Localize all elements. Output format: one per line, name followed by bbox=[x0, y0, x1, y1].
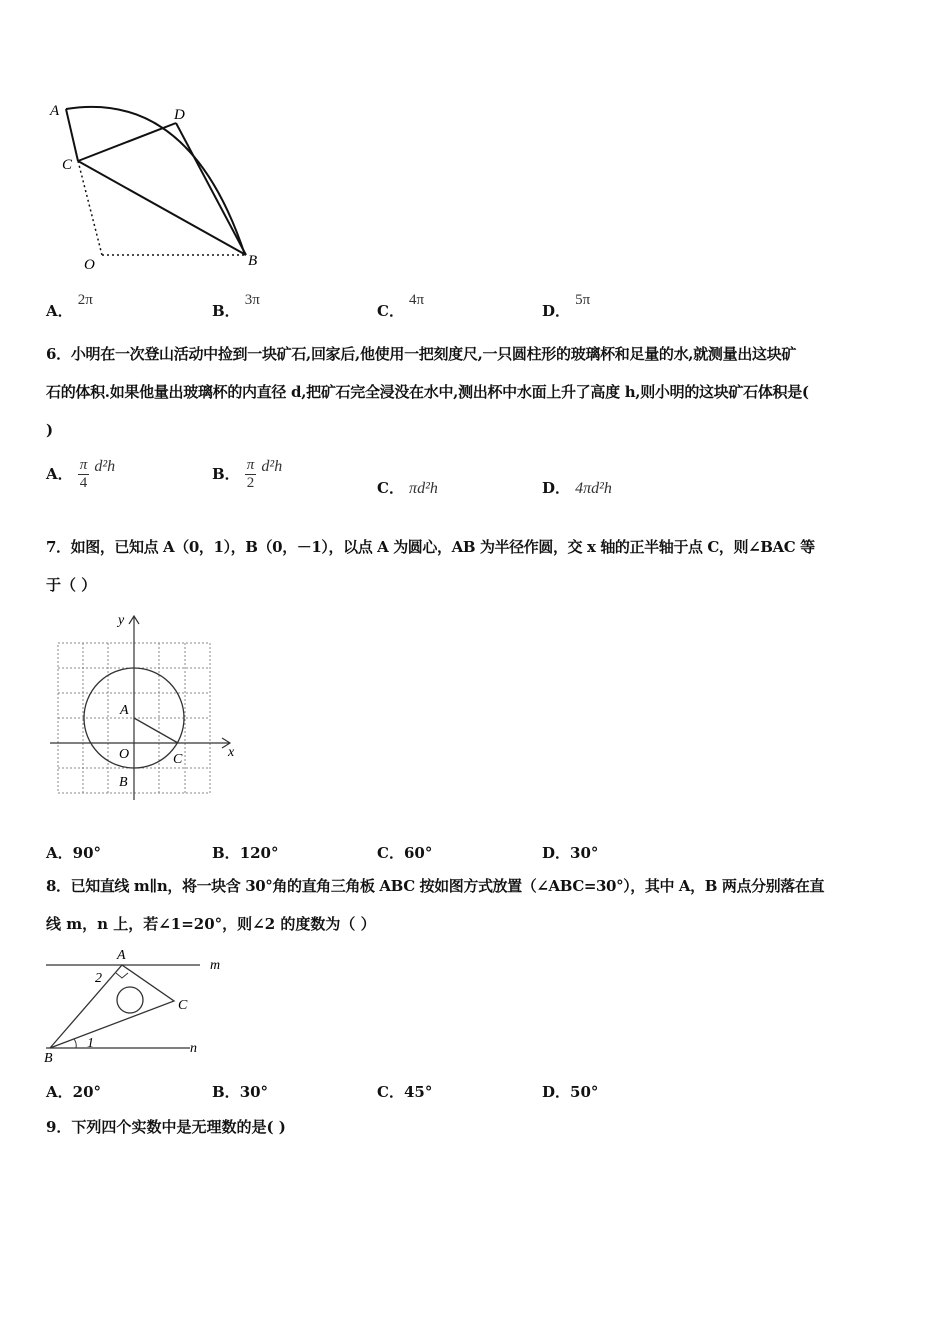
q5-segment-AC bbox=[66, 109, 78, 161]
q8-triangle-hole bbox=[117, 987, 143, 1013]
q5-label-C: C bbox=[62, 157, 73, 173]
q5-option-c[interactable] bbox=[377, 288, 425, 320]
q8-stem-line2: 线 m，n 上，若∠1=20°，则∠2 的度数为（ ） bbox=[46, 915, 376, 933]
q6-option-a[interactable] bbox=[46, 457, 115, 492]
fraction-numerator: π bbox=[79, 457, 88, 473]
option-value: 3π bbox=[244, 292, 260, 308]
q8-angle1-arc bbox=[74, 1039, 76, 1048]
option-letter: A． bbox=[46, 302, 73, 320]
option-value: d²h bbox=[261, 458, 283, 475]
q8-label-m: m bbox=[210, 958, 221, 973]
option-letter: C． bbox=[377, 844, 404, 862]
q7-option-c[interactable] bbox=[377, 842, 432, 863]
option-value: 4π bbox=[409, 292, 425, 308]
option-letter: D． bbox=[542, 479, 571, 497]
q8-label-A: A bbox=[117, 948, 126, 963]
q5-label-D: D bbox=[174, 107, 185, 123]
q8-label-1: 1 bbox=[87, 1036, 94, 1051]
fraction-numerator: π bbox=[246, 457, 255, 473]
q9-stem-line1: 9．下列四个实数中是无理数的是( ) bbox=[46, 1118, 286, 1136]
q8-option-a[interactable] bbox=[46, 1081, 101, 1102]
q7-stem-line1: 7．如图，已知点 A（0，1），B（0，－1），以点 A 为圆心，AB 为半径作圆，交 x 轴的正半轴于点 C，则∠BAC 等 bbox=[46, 538, 815, 556]
option-letter: C． bbox=[377, 479, 404, 497]
fraction-denominator: 4 bbox=[79, 475, 88, 491]
fraction-denominator: 2 bbox=[246, 475, 255, 491]
option-value: 45° bbox=[403, 1083, 433, 1101]
q8-option-b[interactable] bbox=[212, 1081, 268, 1102]
option-letter: B． bbox=[212, 1083, 240, 1101]
q8-stem-line1: 8．已知直线 m∥n，将一块含 30°角的直角三角板 ABC 按如图方式放置（∠ABC=30°），其中 A，B 两点分别落在直 bbox=[46, 877, 825, 895]
option-letter: A． bbox=[46, 1083, 73, 1101]
fraction bbox=[78, 457, 90, 492]
option-letter: A． bbox=[46, 465, 73, 483]
q5-arc bbox=[66, 107, 245, 255]
option-letter: D． bbox=[542, 1083, 571, 1101]
option-letter: C． bbox=[377, 1083, 404, 1101]
q8-triangle-figure bbox=[40, 945, 240, 1065]
q7-label-B: B bbox=[119, 775, 128, 790]
option-letter: A． bbox=[46, 844, 73, 862]
q6-stem-line1: 6．小明在一次登山活动中捡到一块矿石,回家后,他使用一把刻度尺,一只圆柱形的玻璃杯和足量的水,就测量出这块矿 bbox=[46, 345, 797, 363]
q6-option-b[interactable] bbox=[212, 457, 282, 492]
option-letter: C． bbox=[377, 302, 404, 320]
q5-option-d[interactable] bbox=[542, 288, 591, 320]
q7-label-x: x bbox=[228, 745, 235, 760]
q5-sector-figure bbox=[40, 95, 270, 275]
option-value: 90° bbox=[72, 844, 102, 862]
q7-label-C: C bbox=[173, 752, 183, 767]
option-letter: D． bbox=[542, 302, 571, 320]
option-value: 60° bbox=[403, 844, 433, 862]
option-value: 50° bbox=[570, 1083, 599, 1101]
q6-option-c[interactable] bbox=[377, 477, 438, 498]
q8-label-n: n bbox=[190, 1041, 197, 1056]
option-value: 20° bbox=[72, 1083, 102, 1101]
option-letter: B． bbox=[212, 844, 240, 862]
q7-stem-line2: 于（ ） bbox=[46, 576, 97, 594]
q5-option-b[interactable] bbox=[212, 288, 260, 320]
option-value: 30° bbox=[239, 1083, 269, 1101]
q8-label-C: C bbox=[178, 998, 188, 1013]
q8-label-B: B bbox=[44, 1051, 53, 1065]
option-letter: B． bbox=[212, 302, 240, 320]
q6-stem-line2: 石的体积.如果他量出玻璃杯的内直径 d,把矿石完全浸没在水中,测出杯中水面上升了高度 h,则小明的这块矿石体积是( bbox=[46, 383, 809, 401]
q5-option-a[interactable] bbox=[46, 288, 93, 320]
option-value: 4πd²h bbox=[575, 480, 612, 497]
q7-label-A: A bbox=[120, 703, 129, 718]
q7-coordinate-figure bbox=[40, 610, 250, 800]
q6-option-d[interactable] bbox=[542, 477, 612, 498]
q8-label-2: 2 bbox=[95, 971, 102, 986]
q8-triangle bbox=[50, 965, 174, 1048]
q5-label-B: B bbox=[248, 253, 258, 269]
q7-segment-AC bbox=[134, 718, 178, 743]
option-value: 5π bbox=[575, 292, 591, 308]
q7-option-a[interactable] bbox=[46, 842, 101, 863]
q7-label-O: O bbox=[119, 747, 130, 762]
option-value: d²h bbox=[94, 458, 116, 475]
option-value: πd²h bbox=[409, 480, 438, 497]
option-value: 120° bbox=[239, 844, 279, 862]
q7-label-y: y bbox=[118, 613, 125, 628]
q8-option-d[interactable] bbox=[542, 1081, 598, 1102]
q5-dotted-CO bbox=[78, 161, 102, 255]
q7-option-b[interactable] bbox=[212, 842, 279, 863]
q5-segment-CD bbox=[78, 123, 176, 161]
option-value: 2π bbox=[77, 292, 93, 308]
option-value: 30° bbox=[570, 844, 599, 862]
option-letter: D． bbox=[542, 844, 571, 862]
q5-label-A: A bbox=[50, 103, 60, 119]
fraction bbox=[245, 457, 257, 492]
q8-option-c[interactable] bbox=[377, 1081, 432, 1102]
option-letter: B． bbox=[212, 465, 240, 483]
q7-option-d[interactable] bbox=[542, 842, 598, 863]
q6-stem-line3: ) bbox=[46, 421, 54, 439]
q8-right-angle-mark bbox=[116, 973, 128, 978]
q5-label-O: O bbox=[84, 257, 95, 273]
